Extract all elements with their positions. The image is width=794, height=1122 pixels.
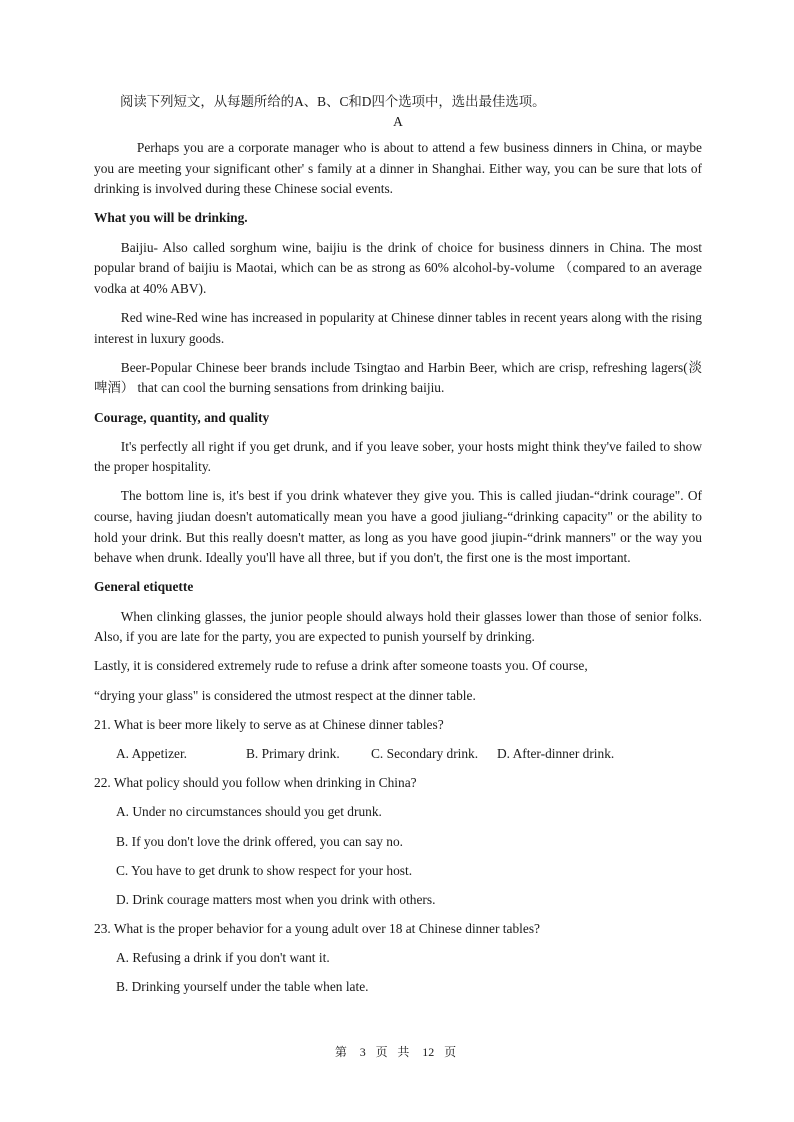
- section-heading-etiquette: General etiquette: [94, 579, 194, 595]
- question-stem: 21. What is beer more likely to serve as at Chinese dinner tables?: [94, 716, 444, 732]
- option-d: D. Drink courage matters most when you drink with others.: [116, 891, 436, 907]
- option-b: B. Drinking yourself under the table when late.: [116, 979, 369, 995]
- section-heading-courage: Courage, quantity, and quality: [94, 409, 270, 425]
- page-footer: [0, 1043, 794, 1060]
- question-stem: 23. What is the proper behavior for a young adult over 18 at Chinese dinner tables?: [94, 921, 540, 937]
- paragraph-beer: Beer-Popular Chinese beer brands include Tsingtao and Harbin Beer, which are crisp, refreshing lagers(淡啤酒） that can cool the burning sensations from drinking baijiu.: [94, 359, 702, 396]
- paragraph-drunk: It's perfectly all right if you get drunk, and if you leave sober, your hosts might think they've failed to show the proper hospitality.: [94, 438, 702, 475]
- paragraph-baijiu: Baijiu- Also called sorghum wine, baijiu is the drink of choice for business dinners in China. The most popular brand of baijiu is Maotai, which can be as strong as 60% alcohol-by-volume （compared to an average vodka at 40% ABV).: [94, 239, 702, 296]
- paragraph-jiudan: The bottom line is, it's best if you drink whatever they give you. This is called jiudan-“drink courage". Of course, having jiudan doesn't automatically mean you have a good jiuliang-“drinking capacity" or the ability to hold your drink. But this really doesn't matter, as long as you have good jiupin-“drink manners" or the way you behave when drunk. Ideally you'll have all three, but if you don't, the first one is the most important.: [94, 488, 702, 566]
- question-stem: 22. What policy should you follow when drinking in China?: [94, 775, 417, 791]
- option-c: C. Secondary drink.: [371, 745, 479, 761]
- footer-middle: 页 共: [375, 1045, 413, 1059]
- question-22: [94, 773, 702, 910]
- paragraph-drying-glass: “drying your glass" is considered the utmost respect at the dinner table.: [94, 687, 476, 703]
- paragraph-clinking: When clinking glasses, the junior people should always hold their glasses lower than those of senior folks. Also, if you are late for the party, you are expected to punish yourself by drinking.: [94, 608, 702, 645]
- option-a: A. Refusing a drink if you don't want it.: [116, 950, 330, 966]
- question-21: [94, 715, 702, 765]
- question-23: [94, 919, 702, 998]
- passage-label: A: [393, 114, 403, 129]
- option-b: B. If you don't love the drink offered, you can say no.: [116, 833, 404, 849]
- option-a: A. Under no circumstances should you get drunk.: [116, 804, 382, 820]
- option-c: C. You have to get drunk to show respect for your host.: [116, 862, 413, 878]
- footer-prefix: 第: [334, 1045, 350, 1059]
- option-row: [94, 744, 702, 765]
- section-instruction: 阅读下列短文，从每题所给的A、B、C和D四个选项中，选出最佳选项。: [120, 94, 546, 109]
- paragraph-red-wine: Red wine-Red wine has increased in popularity at Chinese dinner tables in recent years along with the rising interest in luxury goods.: [94, 309, 702, 346]
- option-b: B. Primary drink.: [246, 745, 340, 761]
- option-a: A. Appetizer.: [116, 745, 188, 761]
- paragraph-refuse: Lastly, it is considered extremely rude to refuse a drink after someone toasts you. Of course,: [94, 658, 588, 674]
- section-heading-drinks: What you will be drinking.: [94, 210, 248, 226]
- document-page: [94, 92, 702, 998]
- paragraph-intro: Perhaps you are a corporate manager who is about to attend a few business dinners in China, or maybe you are meeting your significant other' s family at a dinner in Shanghai. Either way, you can be sure that lots of drinking is involved during these Chinese social events.: [94, 140, 702, 197]
- footer-suffix: 页: [444, 1045, 460, 1059]
- footer-page-number: 3: [359, 1045, 366, 1059]
- option-d: D. After-dinner drink.: [497, 745, 615, 761]
- footer-total-pages: 12: [422, 1045, 435, 1059]
